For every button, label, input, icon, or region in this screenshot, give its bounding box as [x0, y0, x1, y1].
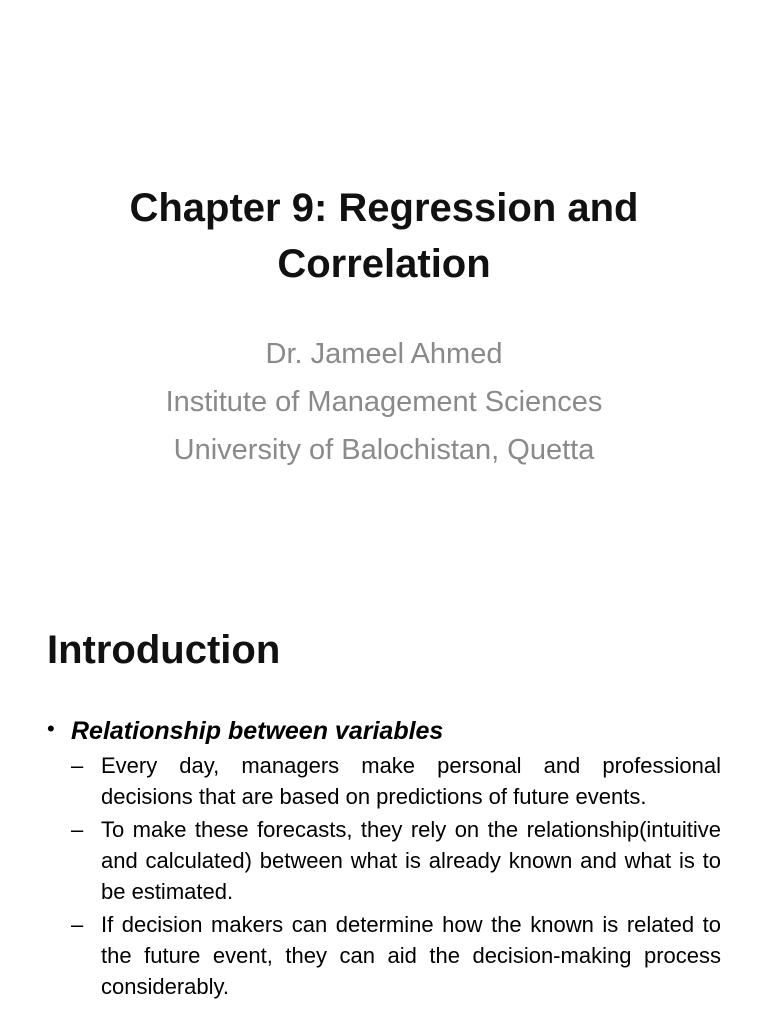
bullet-item — [47, 714, 721, 748]
bullet-label: Relationship between variables — [71, 717, 444, 745]
sub-bullet-text: If decision makers can determine how the known is related to the future event, they can aid the decision-making process considerably. — [101, 912, 721, 999]
university-name: University of Balochistan, Quetta — [173, 434, 595, 466]
sub-bullet-item — [47, 750, 721, 812]
sub-bullet-item — [47, 909, 721, 1002]
sub-bullet-list — [47, 750, 721, 1002]
sub-bullet-item — [47, 814, 721, 907]
dash-marker: – — [71, 817, 84, 842]
institute-name: Institute of Management Sciences — [165, 386, 603, 418]
introduction-heading: Introduction — [47, 628, 281, 672]
sub-bullet-text: Every day, managers make personal and professional decisions that are based on predictions of future events. — [101, 753, 721, 809]
author-name: Dr. Jameel Ahmed — [265, 338, 503, 370]
slide-title: Chapter 9: Regression and Correlation — [129, 186, 639, 286]
bullet-marker: • — [47, 716, 55, 741]
dash-marker: – — [71, 753, 84, 778]
slide-content — [47, 714, 721, 1004]
dash-marker: – — [71, 912, 84, 937]
sub-bullet-text: To make these forecasts, they rely on the relationship(intuitive and calculated) between what is already known and what is to be estimated. — [101, 817, 721, 904]
slide-subtitle — [60, 330, 708, 474]
introduction-slide — [0, 576, 768, 1024]
